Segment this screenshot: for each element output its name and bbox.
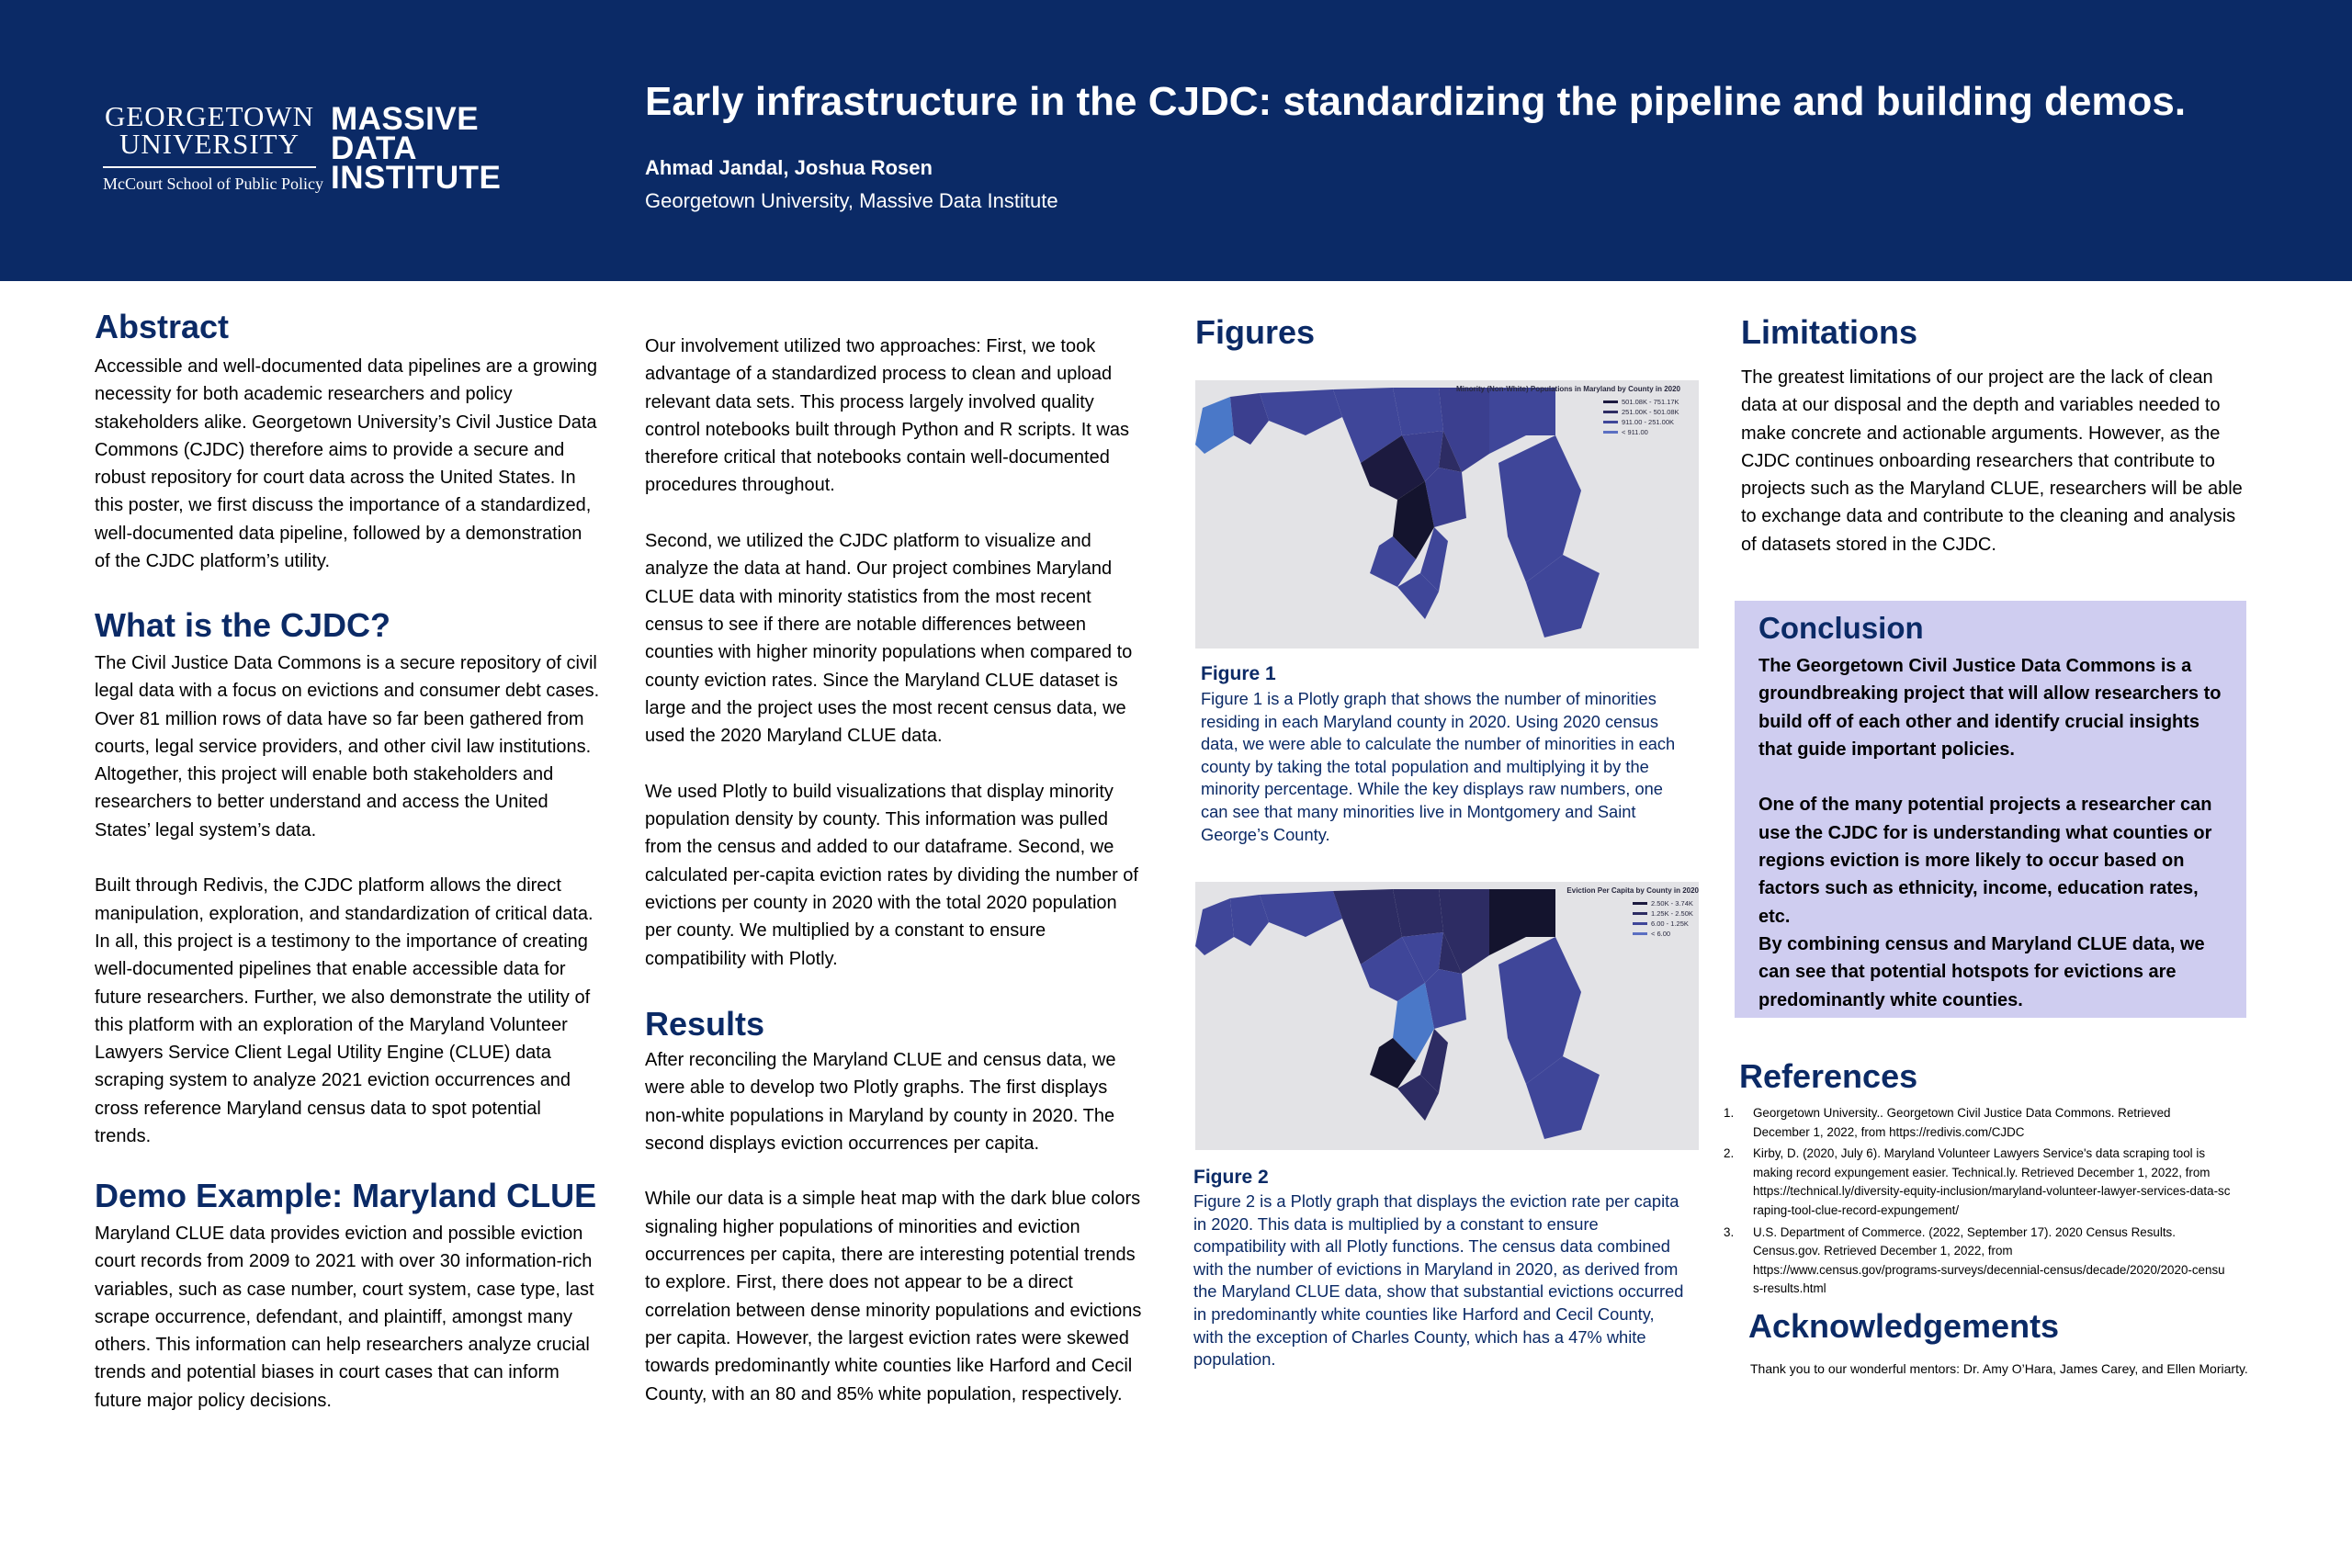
- county-cecil: [1526, 889, 1555, 937]
- conclusion-text: The Georgetown Civil Justice Data Commons is a groundbreaking project that will allow researchers to build off of each other and identify crucial insights that guide important policies. One of the many potential projects a researcher can use the CJDC for is understanding what counties or regions eviction is more likely to occur based on factors such as ethnicity, income, education rates, etc. By combining census and Maryland CLUE data, we can see that potential hotspots for evictions are predominantly white counties.: [1758, 656, 2222, 1010]
- fig1-legend: [1603, 398, 1679, 436]
- results-section: [645, 1004, 1169, 1408]
- reference-line: making record expungement easier. Technical.ly. Retrieved December 1, 2022, from: [1753, 1165, 2211, 1179]
- results-heading: Results: [645, 1005, 765, 1043]
- county-washington: [1260, 891, 1342, 937]
- demo-heading: Demo Example: Maryland CLUE: [95, 1177, 597, 1214]
- reference-line: https://www.census.gov/programs-surveys/decennial-census/decade/2020/2020-censu: [1753, 1262, 2225, 1277]
- poster-affiliation: Georgetown University, Massive Data Institute: [645, 189, 1058, 212]
- reference-number: 3.: [1724, 1224, 1735, 1239]
- reference-line: https://technical.ly/diversity-equity-inclusion/maryland-volunteer-lawyer-services-data-sc: [1753, 1184, 2231, 1199]
- references-heading: References: [1739, 1057, 1918, 1095]
- reference-item: [1724, 1104, 2247, 1142]
- fig1-legend-2: 251.00K - 501.08K: [1622, 408, 1679, 416]
- figure-2-map: [1195, 882, 1699, 1150]
- county-washington: [1260, 389, 1342, 435]
- logo-mdi-line1: MASSIVE: [331, 101, 480, 137]
- figure-2-choropleth: [1195, 882, 1699, 1150]
- reference-item: [1724, 1224, 2247, 1299]
- fig2-legend-swatch-2: [1633, 912, 1647, 915]
- fig1-legend-4: < 911.00: [1622, 428, 1648, 436]
- md-counties-fig1: [1195, 388, 1600, 637]
- reference-item: [1724, 1145, 2247, 1220]
- conclusion-heading: Conclusion: [1758, 611, 1924, 645]
- fig1-map-title: Minority (Non-White) Populations in Maryland by County in 2020: [1455, 385, 1680, 393]
- methods-text: Our involvement utilized two approaches: First, we took advantage of a standardized process to clean and upload relevant data sets. This process largely involved quality control notebooks built through Python and R scripts. It was therefore critical that notebooks contain well-documented procedures throughout. Second, we utilized the CJDC platform to visualize and analyze the data at hand. Our project combines Maryland CLUE data with minority statistics from the most recent census to see if there are notable differences between counties with higher minority populations when compared to county eviction rates. Since the Maryland CLUE dataset is large and the project uses the most recent census data, we used the 2020 Maryland CLUE data. We used Plotly to build visualizations that display minority population density by county. This information was pulled from the census and added to our dataframe. Second, we calculated per-capita eviction rates by dividing the number of evictions per county in 2020 with the total 2020 population per county. We multiplied by a constant to ensure compatibility with Plotly.: [645, 336, 1138, 969]
- fig1-legend-swatch-4: [1603, 431, 1618, 434]
- fig1-legend-3: 911.00 - 251.00K: [1622, 418, 1674, 426]
- logo-mdi-line3: INSTITUTE: [331, 160, 502, 196]
- figure-2-caption: Figure 2 is a Plotly graph that displays the eviction rate per capita in 2020. This data is multiplied by a constant to ensure compatibility with all Plotly functions. The census data combined with the number of evictions in Maryland in 2020, as derived from the Maryland CLUE data, show that substantial evictions occurred in predominantly white counties like Harford and Cecil County, with the exception of Charles County, which has a 47% white population.: [1193, 1191, 1684, 1370]
- reference-line: Georgetown University.. Georgetown Civil Justice Data Commons. Retrieved: [1753, 1106, 2171, 1120]
- conclusion-box: [1735, 601, 2246, 1018]
- reference-text: [1753, 1145, 2230, 1220]
- what-is-heading: What is the CJDC?: [95, 606, 391, 644]
- massive-data-institute-logo: [331, 101, 502, 196]
- reference-number: 1.: [1724, 1106, 1735, 1120]
- abstract-heading: Abstract: [95, 308, 230, 345]
- georgetown-university-logo: [103, 100, 323, 194]
- fig2-legend: [1633, 899, 1693, 938]
- figure-1-caption: Figure 1 is a Plotly graph that shows the number of minorities residing in each Maryland county in 2020. Using 2020 census data, we were able to calculate the number of minorities in each county by taking the total population and multiplying it by the minority percentage. While the key displays raw numbers, one can see that many minorities live in Montgomery and Saint George’s County.: [1201, 689, 1676, 844]
- fig1-legend-1: 501.08K - 751.17K: [1622, 398, 1679, 406]
- logo-divider: [103, 166, 316, 168]
- fig2-legend-swatch-4: [1633, 932, 1647, 935]
- reference-line: s-results.html: [1753, 1281, 1826, 1296]
- reference-number: 2.: [1724, 1146, 1735, 1161]
- poster-header: [0, 0, 2352, 281]
- fig2-legend-1: 2.50K - 3.74K: [1651, 899, 1693, 908]
- fig2-map-title: Eviction Per Capita by County in 2020: [1566, 886, 1699, 895]
- fig2-legend-4: < 6.00: [1651, 930, 1671, 938]
- what-is-text: The Civil Justice Data Commons is a secure repository of civil legal data with a focus on evictions and consumer debt cases. Over 81 million rows of data have so far been gathered from courts, legal service providers, and other civil law institutions. Altogether, this project will enable both stakeholders and researchers to better understand and access the United States’ legal system’s data. Built through Redivis, the CJDC platform allows the direct manipulation, exploration, and standardization of critical data. In all, this project is a testimony to the importance of creating well-documented pipelines that enable accessible data for future researchers. Further, we also demonstrate the utility of this platform with an exploration of the Maryland Volunteer Lawyers Service Client Legal Utility Engine (CLUE) data scraping system to analyze 2021 eviction occurrences and cross reference Maryland census data to spot potential trends.: [95, 653, 600, 1147]
- references-list: [1724, 1104, 2247, 1299]
- reference-line: December 1, 2022, from https://redivis.com/CJDC: [1753, 1124, 2025, 1139]
- reference-line: Census.gov. Retrieved December 1, 2022, from: [1753, 1244, 2013, 1258]
- logo-gu-line1: GEORGETOWN: [104, 100, 315, 132]
- fig2-legend-2: 1.25K - 2.50K: [1651, 909, 1693, 918]
- what-is-section: [95, 605, 618, 1150]
- reference-line: raping-tool-clue-record-expungement/: [1753, 1202, 1960, 1217]
- abstract-text: Accessible and well-documented data pipelines are a growing necessity for both academic researchers and policy stakeholders alike. Georgetown University’s Civil Justice Data Commons (CJDC) therefore aims to provide a secure and robust repository for court data across the United States. In this poster, we first discuss the importance of a standardized, well-documented data pipeline, followed by a demonstration of the CJDC platform’s utility.: [95, 356, 597, 572]
- county-garrett: [1195, 397, 1234, 454]
- acknowledgements-heading: Acknowledgements: [1748, 1307, 2060, 1345]
- figures-heading: Figures: [1195, 313, 1316, 351]
- logo-gu-school: McCourt School of Public Policy: [103, 175, 323, 193]
- demo-text: Maryland CLUE data provides eviction and possible eviction court records from 2009 to 2021 with over 30 information-rich variables, such as case number, court system, case type, last scrape occurrence, defendant, and plaintiff, amongst many others. This information can help researchers analyze crucial trends and potential biases in court cases that can inform future major policy decisions.: [95, 1224, 594, 1411]
- figure-1-choropleth: [1195, 380, 1699, 649]
- figure-1-map: [1195, 380, 1699, 649]
- poster-authors: Ahmad Jandal, Joshua Rosen: [645, 156, 933, 179]
- methods-section: [645, 333, 1169, 973]
- acknowledgements-text: Thank you to our wonderful mentors: Dr. Amy O’Hara, James Carey, and Ellen Moriarty.: [1750, 1361, 2248, 1376]
- limitations-section: [1741, 312, 2256, 558]
- reference-line: Kirby, D. (2020, July 6). Maryland Volunteer Lawyers Service's data scraping tool is: [1753, 1146, 2206, 1161]
- fig1-legend-swatch-1: [1603, 400, 1618, 403]
- limitations-text: The greatest limitations of our project are the lack of clean data at our disposal and the depth and variables needed to make concrete and actionable arguments. However, as the CJDC continues onboarding researchers that contribute to projects such as the Maryland CLUE, researchers will be able to exchange data and contribute to the cleaning and analysis of datasets stored in the CJDC.: [1741, 367, 2243, 555]
- limitations-heading: Limitations: [1741, 313, 1918, 351]
- reference-text: [1753, 1104, 2170, 1142]
- demo-section: [95, 1176, 618, 1415]
- fig1-legend-swatch-3: [1603, 421, 1618, 423]
- reference-line: U.S. Department of Commerce. (2022, September 17). 2020 Census Results.: [1753, 1224, 2176, 1239]
- md-counties-fig2: [1195, 889, 1600, 1139]
- reference-text: [1753, 1224, 2225, 1299]
- poster-title: Early infrastructure in the CJDC: standardizing the pipeline and building demos.: [645, 79, 2187, 124]
- column-1: [95, 307, 618, 575]
- county-cecil: [1526, 388, 1555, 435]
- logo-gu-line2: UNIVERSITY: [119, 128, 300, 160]
- logo-mdi-line2: DATA: [331, 130, 418, 166]
- figure-2-title: Figure 2: [1193, 1167, 1269, 1188]
- fig2-legend-swatch-3: [1633, 922, 1647, 925]
- county-harford: [1489, 889, 1526, 955]
- fig2-legend-swatch-1: [1633, 902, 1647, 905]
- county-harford: [1489, 388, 1526, 454]
- fig1-legend-swatch-2: [1603, 411, 1618, 413]
- county-garrett: [1195, 898, 1234, 955]
- fig2-legend-3: 6.00 - 1.25K: [1651, 919, 1689, 928]
- results-text: After reconciling the Maryland CLUE and census data, we were able to develop two Plotly graphs. The first displays non-white populations in Maryland by county in 2020. The second displays eviction occurrences per capita. While our data is a simple heat map with the dark blue colors signaling higher populations of minorities and eviction occurrences per capita, there are interesting potential trends to explore. First, there does not appear to be a direct correlation between dense minority populations and evictions per capita. However, the largest eviction rates were skewed towards predominantly white counties like Harford and Cecil County, with an 80 and 85% white population, respectively.: [645, 1050, 1142, 1404]
- figure-1-title: Figure 1: [1201, 663, 1276, 684]
